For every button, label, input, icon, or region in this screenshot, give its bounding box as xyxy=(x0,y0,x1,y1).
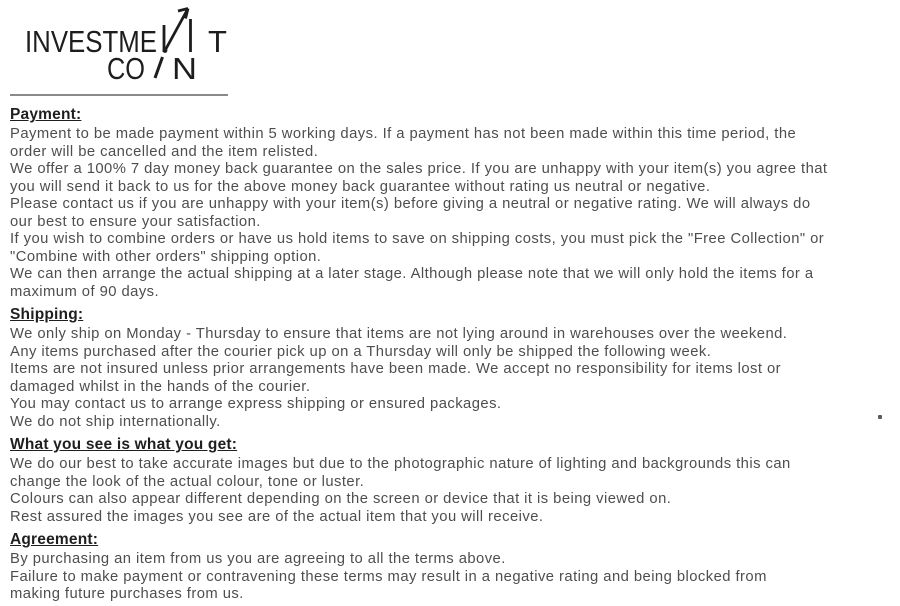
logo-divider-line xyxy=(10,94,228,96)
section-heading: What you see is what you get: xyxy=(10,436,238,453)
terms-line: change the look of the actual colour, tone or luster. xyxy=(10,473,365,490)
terms-line: damaged whilst in the hands of the courier. xyxy=(10,378,311,395)
section-body xyxy=(10,326,890,431)
terms-line: making future purchases from us. xyxy=(10,586,244,602)
section-body xyxy=(10,456,890,526)
terms-line: Rest assured the images you see are of the actual item that you will receive. xyxy=(10,508,544,525)
terms-line: We do our best to take accurate images but due to the photographic nature of lighting and backgrounds this can xyxy=(10,456,791,472)
terms-line: Colours can also appear different depending on the screen or device that it is being viewed on. xyxy=(10,491,672,507)
terms-line: We only ship on Monday - Thursday to ensure that items are not lying around in warehouses over the weekend. xyxy=(10,326,788,342)
logo-word1-part2: T xyxy=(208,24,227,59)
terms-line: You may contact us to arrange express shipping or ensured packages. xyxy=(10,396,502,412)
section-heading: Agreement: xyxy=(10,531,99,548)
terms-line: order will be cancelled and the item relisted. xyxy=(10,143,319,160)
logo-word2-part1: CO xyxy=(107,51,145,86)
terms-line: Any items purchased after the courier pick up on a Thursday will only be shipped the following week. xyxy=(10,343,712,360)
terms-line: our best to ensure your satisfaction. xyxy=(10,213,261,230)
investment-coin-logo xyxy=(12,6,252,86)
terms-line: Please contact us if you are unhappy with your item(s) before giving a neutral or negative rating. We will always do xyxy=(10,196,811,212)
logo-word2-part2: N xyxy=(172,51,197,86)
terms-line: If you wish to combine orders or have us hold items to save on shipping costs, you must pick the "Free Collection" or xyxy=(10,231,825,247)
terms-line: We offer a 100% 7 day money back guarantee on the sales price. If you are unhappy with your item(s) you agree that xyxy=(10,161,828,177)
artifact-dot xyxy=(878,415,882,419)
terms-line: Failure to make payment or contravening these terms may result in a negative rating and being blocked from xyxy=(10,568,767,585)
sections xyxy=(10,106,890,604)
terms-section xyxy=(10,106,890,301)
terms-line: "Combine with other orders" shipping option. xyxy=(10,248,322,265)
section-body xyxy=(10,551,890,604)
terms-line: maximum of 90 days. xyxy=(10,283,160,300)
arrow-n-icon xyxy=(164,9,191,53)
logo-word1-part1: INVESTME xyxy=(25,24,157,59)
terms-line: you will send it back to us for the above money back guarantee without rating us neutral or negative. xyxy=(10,178,711,195)
section-body xyxy=(10,126,890,301)
terms-section xyxy=(10,306,890,431)
terms-line: We do not ship internationally. xyxy=(10,413,221,430)
section-heading: Shipping: xyxy=(10,306,84,323)
terms-line: Items are not insured unless prior arrangements have been made. We accept no responsibility for items lost or xyxy=(10,361,782,377)
terms-line: By purchasing an item from us you are agreeing to all the terms above. xyxy=(10,551,506,567)
terms-section xyxy=(10,436,890,526)
terms-line: Payment to be made payment within 5 working days. If a payment has not been made within this time period, the xyxy=(10,126,797,142)
section-heading: Payment: xyxy=(10,106,82,123)
terms-line: We can then arrange the actual shipping at a later stage. Although please note that we will only hold the items for a xyxy=(10,266,814,282)
terms-section xyxy=(10,531,890,604)
